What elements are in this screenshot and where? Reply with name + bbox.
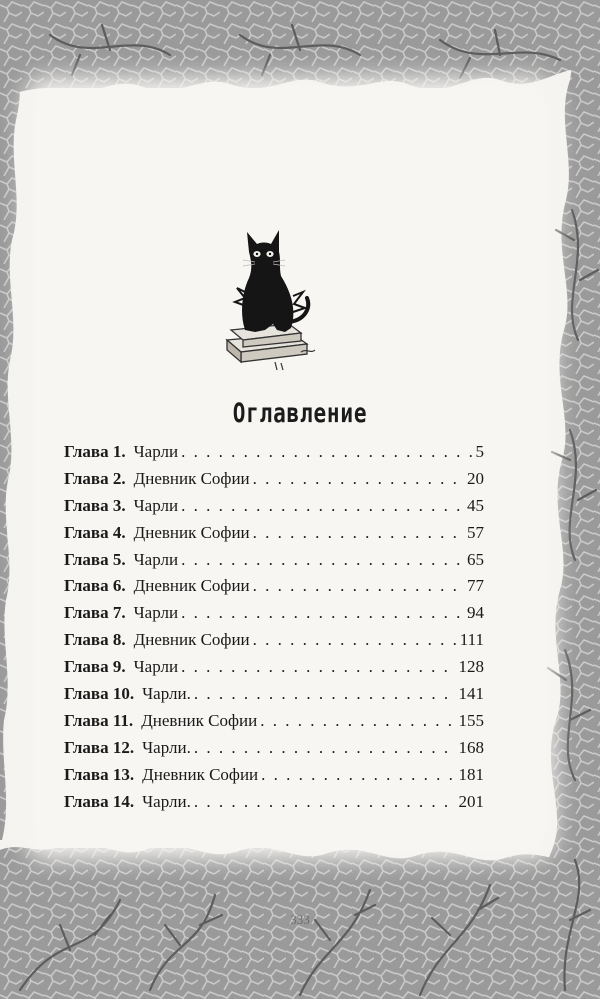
toc-dot-leader [260, 711, 455, 731]
toc-chapter-name: Чарли. [142, 791, 191, 811]
toc-page-number: 57 [467, 522, 484, 542]
toc-entry[interactable] [64, 523, 484, 550]
toc-chapter-name: Чарли [133, 603, 179, 623]
toc-page-number: 141 [458, 684, 484, 704]
toc-chapter-number: Глава 5. [64, 549, 126, 569]
toc-entry[interactable] [64, 496, 484, 523]
toc-chapter-number: Глава 3. [64, 495, 126, 515]
toc-page-number: 77 [467, 576, 484, 596]
toc-page-number: 65 [467, 549, 484, 569]
toc-dot-leader [194, 738, 456, 758]
toc-chapter-name: Дневник Софии [141, 710, 258, 730]
toc-chapter-name: Дневник Софии [133, 576, 250, 596]
toc-chapter-number: Глава 4. [64, 522, 126, 542]
toc-dot-leader [253, 576, 464, 596]
toc-page-number: 111 [459, 630, 484, 650]
toc-dot-leader [181, 657, 455, 677]
toc-chapter-number: Глава 9. [64, 657, 126, 677]
toc-entry[interactable] [64, 765, 484, 792]
toc-dot-leader [253, 523, 464, 543]
toc-chapter-name: Чарли. [142, 737, 191, 757]
toc-dot-leader [181, 442, 472, 462]
toc-entry[interactable] [64, 738, 484, 765]
toc-chapter-name: Чарли. [142, 684, 191, 704]
toc-chapter-number: Глава 10. [64, 684, 135, 704]
toc-chapter-number: Глава 13. [64, 764, 135, 784]
toc-page-number: 128 [458, 657, 484, 677]
toc-dot-leader [181, 550, 464, 570]
toc-chapter-name: Дневник Софии [133, 630, 250, 650]
toc-page-number: 5 [475, 442, 484, 461]
toc-page-number: 201 [458, 791, 484, 811]
toc-dot-leader [194, 684, 456, 704]
toc-chapter-number: Глава 12. [64, 737, 135, 757]
toc-chapter-name: Дневник Софии [142, 764, 259, 784]
toc-entry[interactable] [64, 630, 484, 657]
toc-dot-leader [253, 630, 457, 650]
toc-chapter-name: Дневник Софии [133, 468, 250, 488]
toc-dot-leader [261, 765, 455, 785]
page-number: 333 [290, 912, 310, 927]
table-of-contents [64, 442, 484, 818]
toc-chapter-number: Глава 11. [64, 710, 134, 730]
toc-dot-leader [253, 469, 464, 489]
toc-chapter-name: Чарли [133, 657, 179, 677]
toc-page-number: 181 [458, 764, 484, 784]
toc-entry[interactable] [64, 711, 484, 738]
toc-entry[interactable] [64, 603, 484, 630]
toc-page-number: 94 [467, 603, 484, 623]
toc-chapter-number: Глава 1. [64, 442, 126, 461]
toc-entry[interactable] [64, 550, 484, 577]
toc-entry[interactable] [64, 469, 484, 496]
toc-chapter-name: Чарли [133, 495, 179, 515]
toc-title: Оглавление [232, 398, 368, 429]
toc-page-number: 155 [458, 710, 484, 730]
toc-chapter-number: Глава 14. [64, 791, 135, 811]
toc-chapter-name: Чарли [133, 442, 179, 461]
toc-entry[interactable] [64, 792, 484, 819]
toc-dot-leader [194, 792, 456, 812]
toc-page-number: 20 [467, 468, 484, 488]
toc-dot-leader [181, 496, 464, 516]
toc-chapter-number: Глава 8. [64, 630, 126, 650]
toc-page-number: 168 [458, 737, 484, 757]
toc-page-number: 45 [467, 495, 484, 515]
toc-chapter-number: Глава 2. [64, 468, 126, 488]
toc-chapter-number: Глава 7. [64, 603, 126, 623]
toc-entry[interactable] [64, 442, 484, 469]
toc-entry[interactable] [64, 684, 484, 711]
toc-chapter-number: Глава 6. [64, 576, 126, 596]
toc-chapter-name: Дневник Софии [133, 522, 250, 542]
toc-entry[interactable] [64, 576, 484, 603]
toc-entry[interactable] [64, 657, 484, 684]
toc-chapter-name: Чарли [133, 549, 179, 569]
toc-dot-leader [181, 603, 464, 623]
black-cat-on-books-icon [215, 212, 325, 377]
